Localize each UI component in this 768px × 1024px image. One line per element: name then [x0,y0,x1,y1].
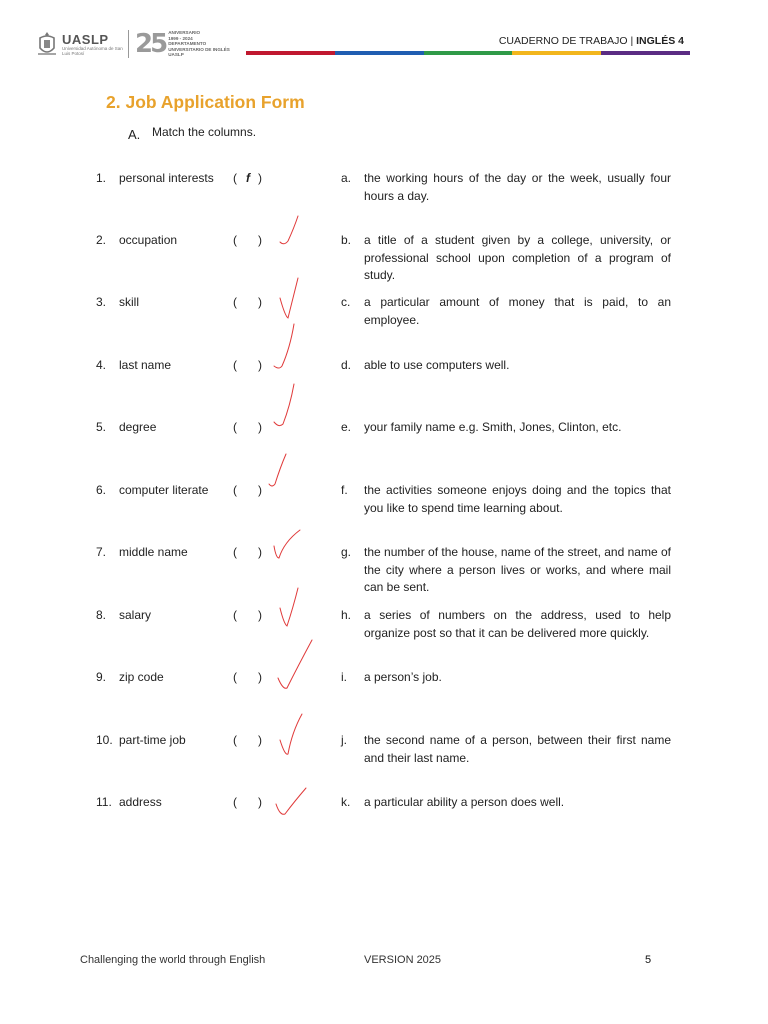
answer-paren-open: ( [233,608,237,622]
term-label: degree [119,420,157,434]
anniversary-number: 25 [135,29,166,59]
match-row [0,732,768,782]
answer-paren-open: ( [233,358,237,372]
header-color-bar [246,51,690,55]
answer-paren-close: ) [258,233,262,247]
color-bar-segment [335,51,424,55]
definition-letter: h. [341,608,352,622]
item-number: 6. [96,483,107,497]
definition-letter: i. [341,670,347,684]
match-row [0,607,768,657]
red-check-mark-icon [270,322,300,374]
definition-text: a particular ability a person does well. [364,795,565,809]
term-label: computer literate [119,483,209,497]
item-number: 4. [96,358,107,372]
answer-paren-open: ( [233,420,237,434]
red-check-mark-icon [276,276,302,322]
answer-paren-close: ) [258,795,262,809]
term-label: occupation [119,233,178,247]
logo-divider [128,30,129,58]
definition-text: a particular amount of money that is paid, to an employee. [364,295,671,327]
item-number: 9. [96,670,107,684]
term-label: salary [119,608,152,622]
color-bar-segment [424,51,513,55]
logo-name: UASLP [62,31,109,47]
red-check-mark-icon [272,784,312,820]
item-number: 1. [96,171,107,185]
item-number: 11. [96,795,112,809]
definition-letter: g. [341,545,352,559]
color-bar-segment [601,51,690,55]
item-number: 7. [96,545,107,559]
subsection-letter: A. [128,127,141,142]
definition-letter: d. [341,358,352,372]
item-number: 10. [96,733,113,747]
term-label: address [119,795,162,809]
definition-letter: e. [341,420,352,434]
definition-text: a series of numbers on the address, used to help organize post so that it can be delivered more quickly. [364,608,671,640]
match-row [0,544,768,594]
answer-paren-open: ( [233,733,237,747]
answer-paren-open: ( [233,795,237,809]
match-row [0,419,768,469]
red-check-mark-icon [276,214,302,248]
answer-paren-close: ) [258,545,262,559]
item-number: 8. [96,608,107,622]
page-number: 5 [645,954,652,966]
answer-paren-close: ) [258,358,262,372]
definition-text: the activities someone enjoys doing and the topics that you like to spend time learning about. [364,483,671,515]
anniversary-line: DEPARTAMENTO [168,41,207,47]
definition-letter: j. [341,733,347,747]
definition-text: able to use computers well. [364,358,510,372]
answer-paren-open: ( [233,545,237,559]
answer-paren-close: ) [258,733,262,747]
item-number: 3. [96,295,107,309]
red-check-mark-icon [270,526,306,560]
term-label: middle name [119,545,188,559]
match-row [0,482,768,532]
answer-paren-close: ) [258,295,262,309]
workbook-label: CUADERNO DE TRABAJO [498,35,628,47]
red-check-mark-icon [270,382,300,432]
term-label: skill [119,295,139,309]
term-label: personal interests [119,171,214,185]
definition-letter: c. [341,295,351,309]
color-bar-segment [512,51,601,55]
color-bar-segment [246,51,335,55]
answer-paren-open: ( [233,670,237,684]
red-check-mark-icon [276,586,304,630]
anniversary-line: UASLP [168,52,184,58]
title-separator: | [630,35,634,47]
course-label: INGLÉS 4 [636,35,684,47]
definition-text: a person’s job. [364,670,442,684]
red-check-mark-icon [276,710,310,758]
anniversary-logo [135,30,230,57]
answer-paren-open: ( [233,483,237,497]
answer-paren-open: ( [233,233,237,247]
instruction-text: Match the columns. [152,125,257,139]
definition-text: your family name e.g. Smith, Jones, Clinton, etc. [364,420,622,434]
definition-letter: a. [341,171,352,185]
anniversary-line: UNIVERSITARIO DE INGLÉS [168,46,230,52]
red-check-mark-icon [274,636,318,694]
item-number: 2. [96,233,107,247]
match-row [0,294,768,344]
uaslp-logo [36,28,230,60]
red-check-mark-icon [266,452,292,492]
answer-paren-close: ) [258,483,262,497]
footer-slogan: Challenging the world through English [80,954,266,966]
definition-letter: f. [341,483,348,497]
answer-paren-open: ( [233,171,237,185]
match-row [0,669,768,719]
answer-paren-close: ) [258,608,262,622]
workbook-title [499,35,684,47]
logo-subtitle: Universidad Autónoma de San Luis Potosí [62,45,123,56]
answer-blank[interactable]: f [246,171,250,185]
definition-letter: b. [341,233,352,247]
match-row [0,357,768,407]
term-label: last name [119,358,172,372]
item-number: 5. [96,420,107,434]
university-seal-icon [36,30,58,58]
definition-letter: k. [341,795,351,809]
definition-text: a title of a student given by a college, university, or professional school upon completion of a program of study. [364,233,671,282]
answer-paren-close: ) [258,171,262,185]
answer-paren-close: ) [258,420,262,434]
term-label: zip code [119,670,164,684]
footer-version: VERSION 2025 [364,954,442,966]
match-row [0,794,768,844]
anniversary-line: ANIVERSARIO [168,30,201,36]
definition-text: the second name of a person, between their first name and their last name. [364,733,671,765]
term-label: part-time job [119,733,186,747]
match-row [0,170,768,220]
definition-text: the number of the house, name of the street, and name of the city where a person lives or works, and where mail can be sent. [364,545,671,594]
answer-paren-close: ) [258,670,262,684]
answer-paren-open: ( [233,295,237,309]
definition-text: the working hours of the day or the week, usually four hours a day. [364,171,671,203]
section-title: 2. Job Application Form [106,92,305,112]
anniversary-line: 1999 - 2024 [168,35,193,41]
match-row [0,232,768,282]
